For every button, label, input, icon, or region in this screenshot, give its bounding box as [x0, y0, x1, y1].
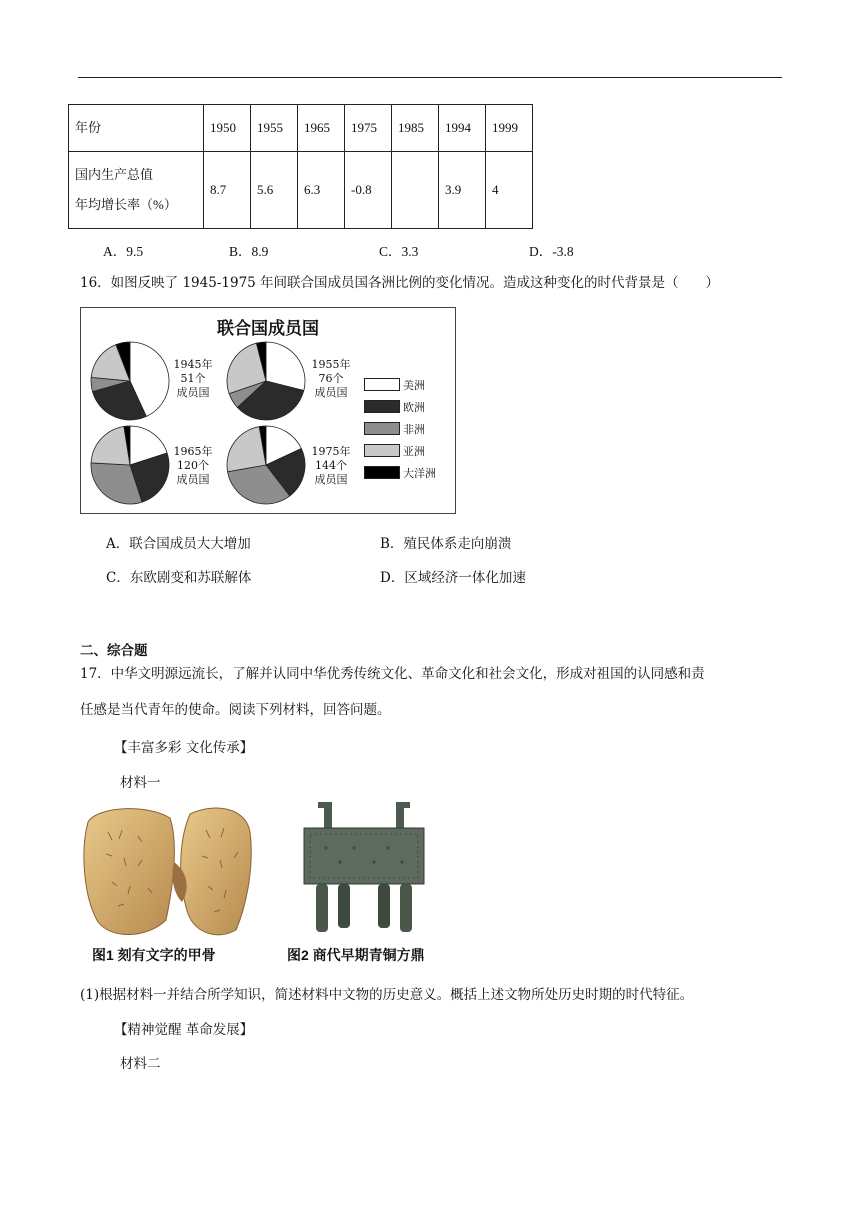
caption-line: 成员国 — [176, 386, 210, 399]
year-label: 年份 — [69, 105, 204, 152]
value-cell: 5.6 — [251, 152, 298, 229]
q16-option-b: B．殖民体系走向崩溃 — [380, 536, 512, 552]
year-cell: 1985 — [392, 105, 439, 152]
un-members-chart — [80, 307, 456, 514]
gdp-label — [69, 152, 204, 229]
q16-option-a: A．联合国成员大大增加 — [106, 536, 251, 552]
value-cell: 8.7 — [204, 152, 251, 229]
bronze-ding-image — [296, 800, 432, 942]
caption-line: 120个 — [177, 459, 209, 472]
q17-stem — [80, 656, 780, 728]
caption-line: 51个 — [180, 372, 206, 385]
legend-swatch-europe — [364, 400, 400, 413]
caption-line: 成员国 — [314, 473, 348, 486]
caption-line: 成员国 — [176, 473, 210, 486]
caption-line: 76个 — [318, 372, 344, 385]
header-rule — [78, 77, 782, 78]
legend-label: 欧洲 — [403, 401, 425, 414]
legend-swatch-asia — [364, 444, 400, 457]
value-cell: 4 — [486, 152, 533, 229]
legend-swatch-oceania — [364, 466, 400, 479]
caption-line: 1965年 — [173, 445, 213, 458]
pie-caption-1945 — [167, 358, 219, 400]
q17-line: 17．中华文明源远流长，了解并认同中华优秀传统文化、革命文化和社会文化，形成对祖国的认同感和责 — [80, 666, 705, 682]
q16-option-d: D．区域经济一体化加速 — [380, 570, 526, 586]
pie-caption-1955 — [305, 358, 357, 400]
oracle-bone-image — [78, 802, 256, 942]
material-two-label: 材料二 — [120, 1056, 161, 1072]
legend-swatch-africa — [364, 422, 400, 435]
q16-stem: 16．如图反映了 1945-1975 年间联合国成员国各洲比例的变化情况。造成这种变化的时代背景是（ ） — [80, 275, 720, 291]
value-cell: 6.3 — [298, 152, 345, 229]
legend-label: 非洲 — [403, 423, 425, 436]
year-cell: 1994 — [439, 105, 486, 152]
legend-label: 美洲 — [403, 379, 425, 392]
gdp-label-line2: 年均增长率（%） — [75, 197, 177, 212]
caption-line: 1955年 — [311, 358, 351, 371]
figure1-caption: 图1 刻有文字的甲骨 — [92, 947, 216, 963]
q16-option-c: C．东欧剧变和苏联解体 — [106, 570, 252, 586]
caption-line: 144个 — [315, 459, 347, 472]
year-cell: 1975 — [345, 105, 392, 152]
caption-line: 1975年 — [311, 445, 351, 458]
pie-caption-1975 — [305, 445, 357, 487]
year-cell: 1955 — [251, 105, 298, 152]
q15-option-b: B．8.9 — [229, 244, 269, 259]
q15-option-c: C．3.3 — [379, 244, 419, 259]
value-cell: -0.8 — [345, 152, 392, 229]
legend-label: 亚洲 — [403, 445, 425, 458]
sub-question-1: (1)根据材料一并结合所学知识，简述材料中文物的历史意义。概括上述文物所处历史时期的时代特征。 — [80, 987, 694, 1003]
table-row — [69, 105, 533, 152]
tag-revolution: 【精神觉醒 革命发展】 — [114, 1022, 254, 1038]
q15-option-d: D．-3.8 — [529, 244, 574, 259]
figure2-caption: 图2 商代早期青铜方鼎 — [287, 947, 425, 963]
chart-title: 联合国成员国 — [217, 319, 319, 339]
caption-line: 1945年 — [173, 358, 213, 371]
legend-swatch-americas — [364, 378, 400, 391]
pie-slice-asia — [91, 426, 130, 465]
value-cell — [392, 152, 439, 229]
year-cell: 1965 — [298, 105, 345, 152]
q17-line: 任感是当代青年的使命。阅读下列材料，回答问题。 — [80, 702, 391, 718]
gdp-table — [68, 104, 533, 229]
material-one-label: 材料一 — [120, 775, 161, 791]
pie-caption-1965 — [167, 445, 219, 487]
table-row — [69, 152, 533, 229]
year-cell: 1999 — [486, 105, 533, 152]
section-heading: 二、综合题 — [80, 643, 148, 659]
caption-line: 成员国 — [314, 386, 348, 399]
tag-culture: 【丰富多彩 文化传承】 — [114, 740, 254, 756]
year-cell: 1950 — [204, 105, 251, 152]
q15-option-a: A．9.5 — [103, 244, 144, 259]
gdp-label-line1: 国内生产总值 — [75, 167, 154, 182]
legend-label: 大洋洲 — [403, 467, 436, 480]
value-cell: 3.9 — [439, 152, 486, 229]
